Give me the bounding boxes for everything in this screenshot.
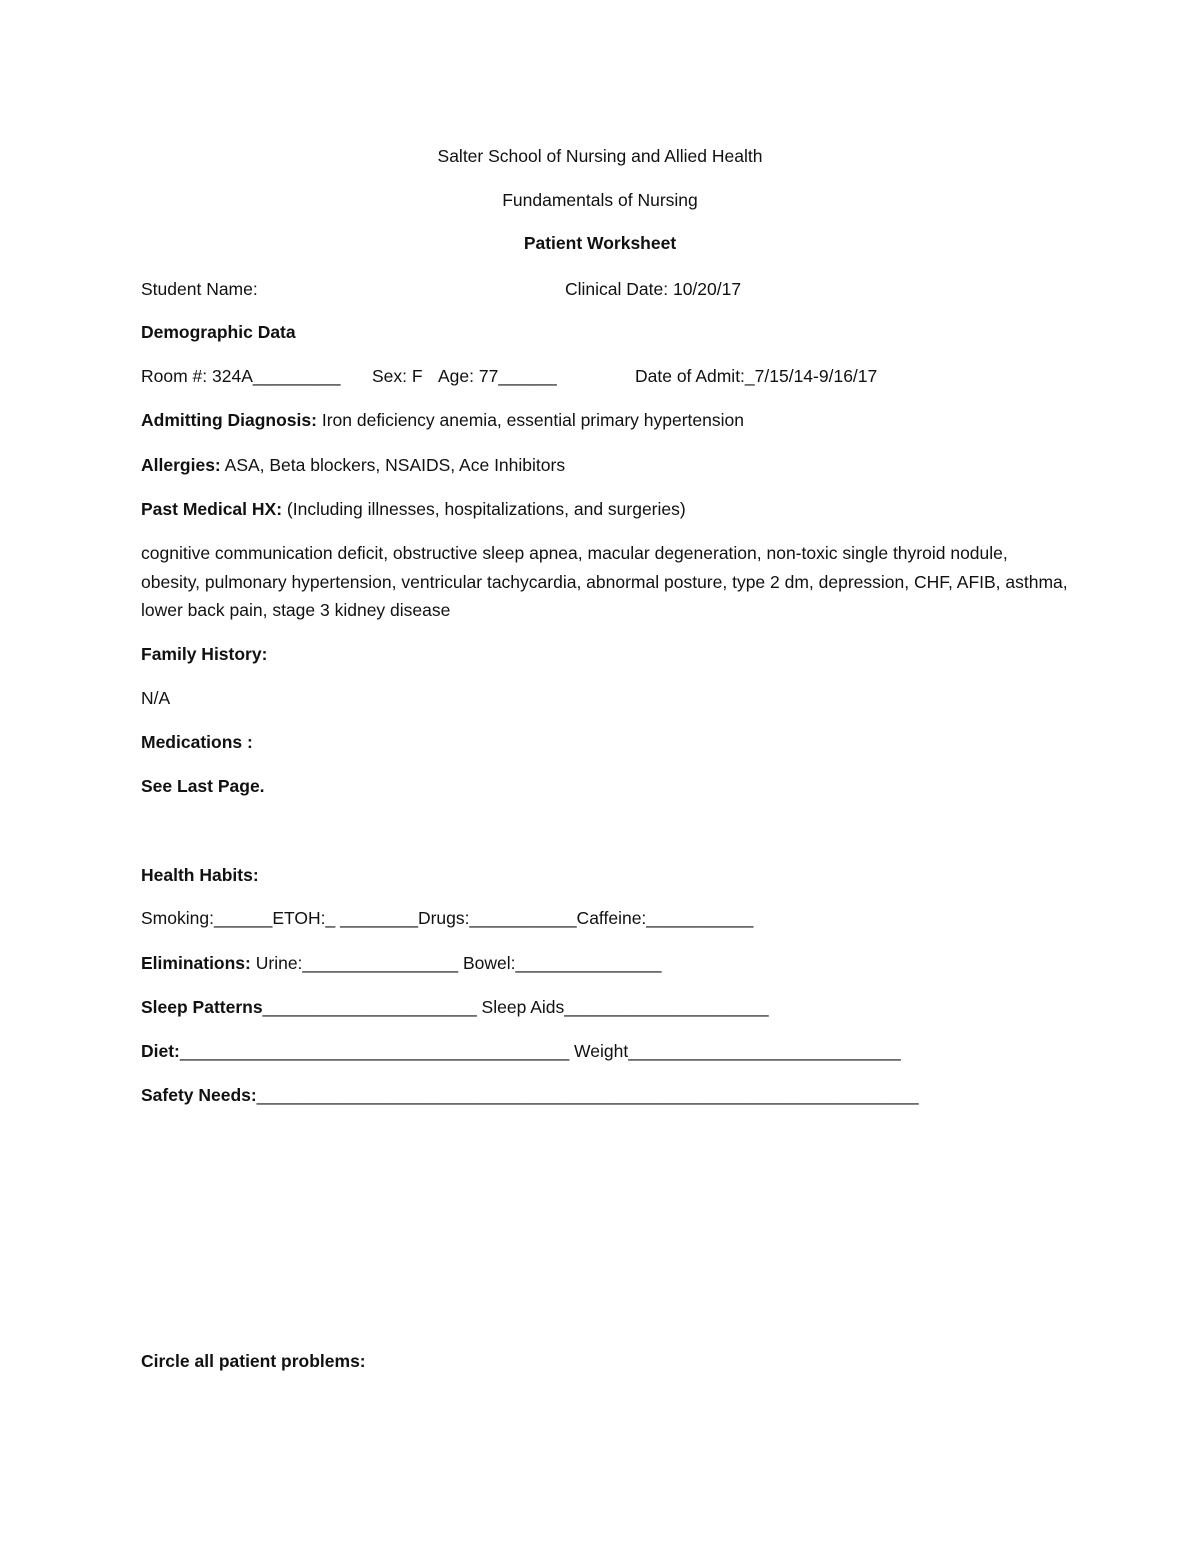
- past-medical-label: Past Medical HX:: [141, 499, 283, 519]
- student-row: [141, 278, 1071, 300]
- safety-value: ____________________________________________________________________: [256, 1085, 919, 1105]
- habits-line: [141, 907, 753, 929]
- age-field: Age: 77______: [438, 366, 557, 386]
- health-habits-label: Health Habits:: [141, 865, 259, 885]
- sleep-row: [141, 996, 769, 1018]
- clinical-date: Clinical Date: 10/20/17: [565, 279, 742, 299]
- sex-field: Sex: F: [372, 366, 423, 386]
- demographic-row: [141, 365, 1071, 387]
- eliminations-label: Eliminations:: [141, 953, 251, 973]
- worksheet-title: Patient Worksheet: [523, 233, 677, 253]
- room-number: Room #: 324A_________: [141, 366, 341, 386]
- sleep-label: Sleep Patterns: [141, 997, 263, 1017]
- safety-row: [141, 1084, 919, 1106]
- diet-row: [141, 1040, 901, 1062]
- eliminations-value: Urine:________________ Bowel:_______________: [250, 953, 662, 973]
- habits-fields: Smoking:______ETOH:_ ________Drugs:___________Caffeine:___________: [141, 908, 754, 928]
- course-name: Fundamentals of Nursing: [502, 190, 698, 210]
- family-history-label: Family History:: [141, 644, 268, 664]
- student-name-label: Student Name:: [141, 279, 258, 299]
- demographic-heading: Demographic Data: [141, 322, 296, 342]
- allergies: [141, 454, 565, 476]
- school-name: Salter School of Nursing and Allied Health: [437, 146, 763, 166]
- diet-label: Diet:: [141, 1041, 180, 1061]
- medications-label: Medications :: [141, 732, 253, 752]
- diagnosis-label: Admitting Diagnosis:: [141, 410, 317, 430]
- allergies-value: ASA, Beta blockers, NSAIDS, Ace Inhibitors: [220, 455, 566, 475]
- admit-date: Date of Admit:_7/15/14-9/16/17: [635, 366, 878, 386]
- safety-label: Safety Needs:: [141, 1085, 257, 1105]
- family-history-value: N/A: [141, 688, 171, 708]
- past-medical-qualifier: (Including illnesses, hospitalizations, and surgeries): [282, 499, 686, 519]
- allergies-label: Allergies:: [141, 455, 221, 475]
- diagnosis-value: Iron deficiency anemia, essential primary hypertension: [316, 410, 744, 430]
- sleep-value: ______________________ Sleep Aids_____________________: [262, 997, 769, 1017]
- past-medical-text: cognitive communication deficit, obstructive sleep apnea, macular degeneration, non-toxic single thyroid nodule, obesity, pulmonary hypertension, ventricular tachycardia, abnormal posture, type 2 dm, depression, CHF, AFIB, asthma, lower back pain, stage 3 kidney disease: [141, 543, 1068, 620]
- admitting-diagnosis: [141, 409, 744, 431]
- eliminations-row: [141, 952, 662, 974]
- past-medical-history: [141, 498, 686, 520]
- medications-value: See Last Page.: [141, 776, 265, 796]
- patient-problems-label: Circle all patient problems:: [141, 1351, 366, 1371]
- diet-value: ________________________________________ Weight____________________________: [179, 1041, 901, 1061]
